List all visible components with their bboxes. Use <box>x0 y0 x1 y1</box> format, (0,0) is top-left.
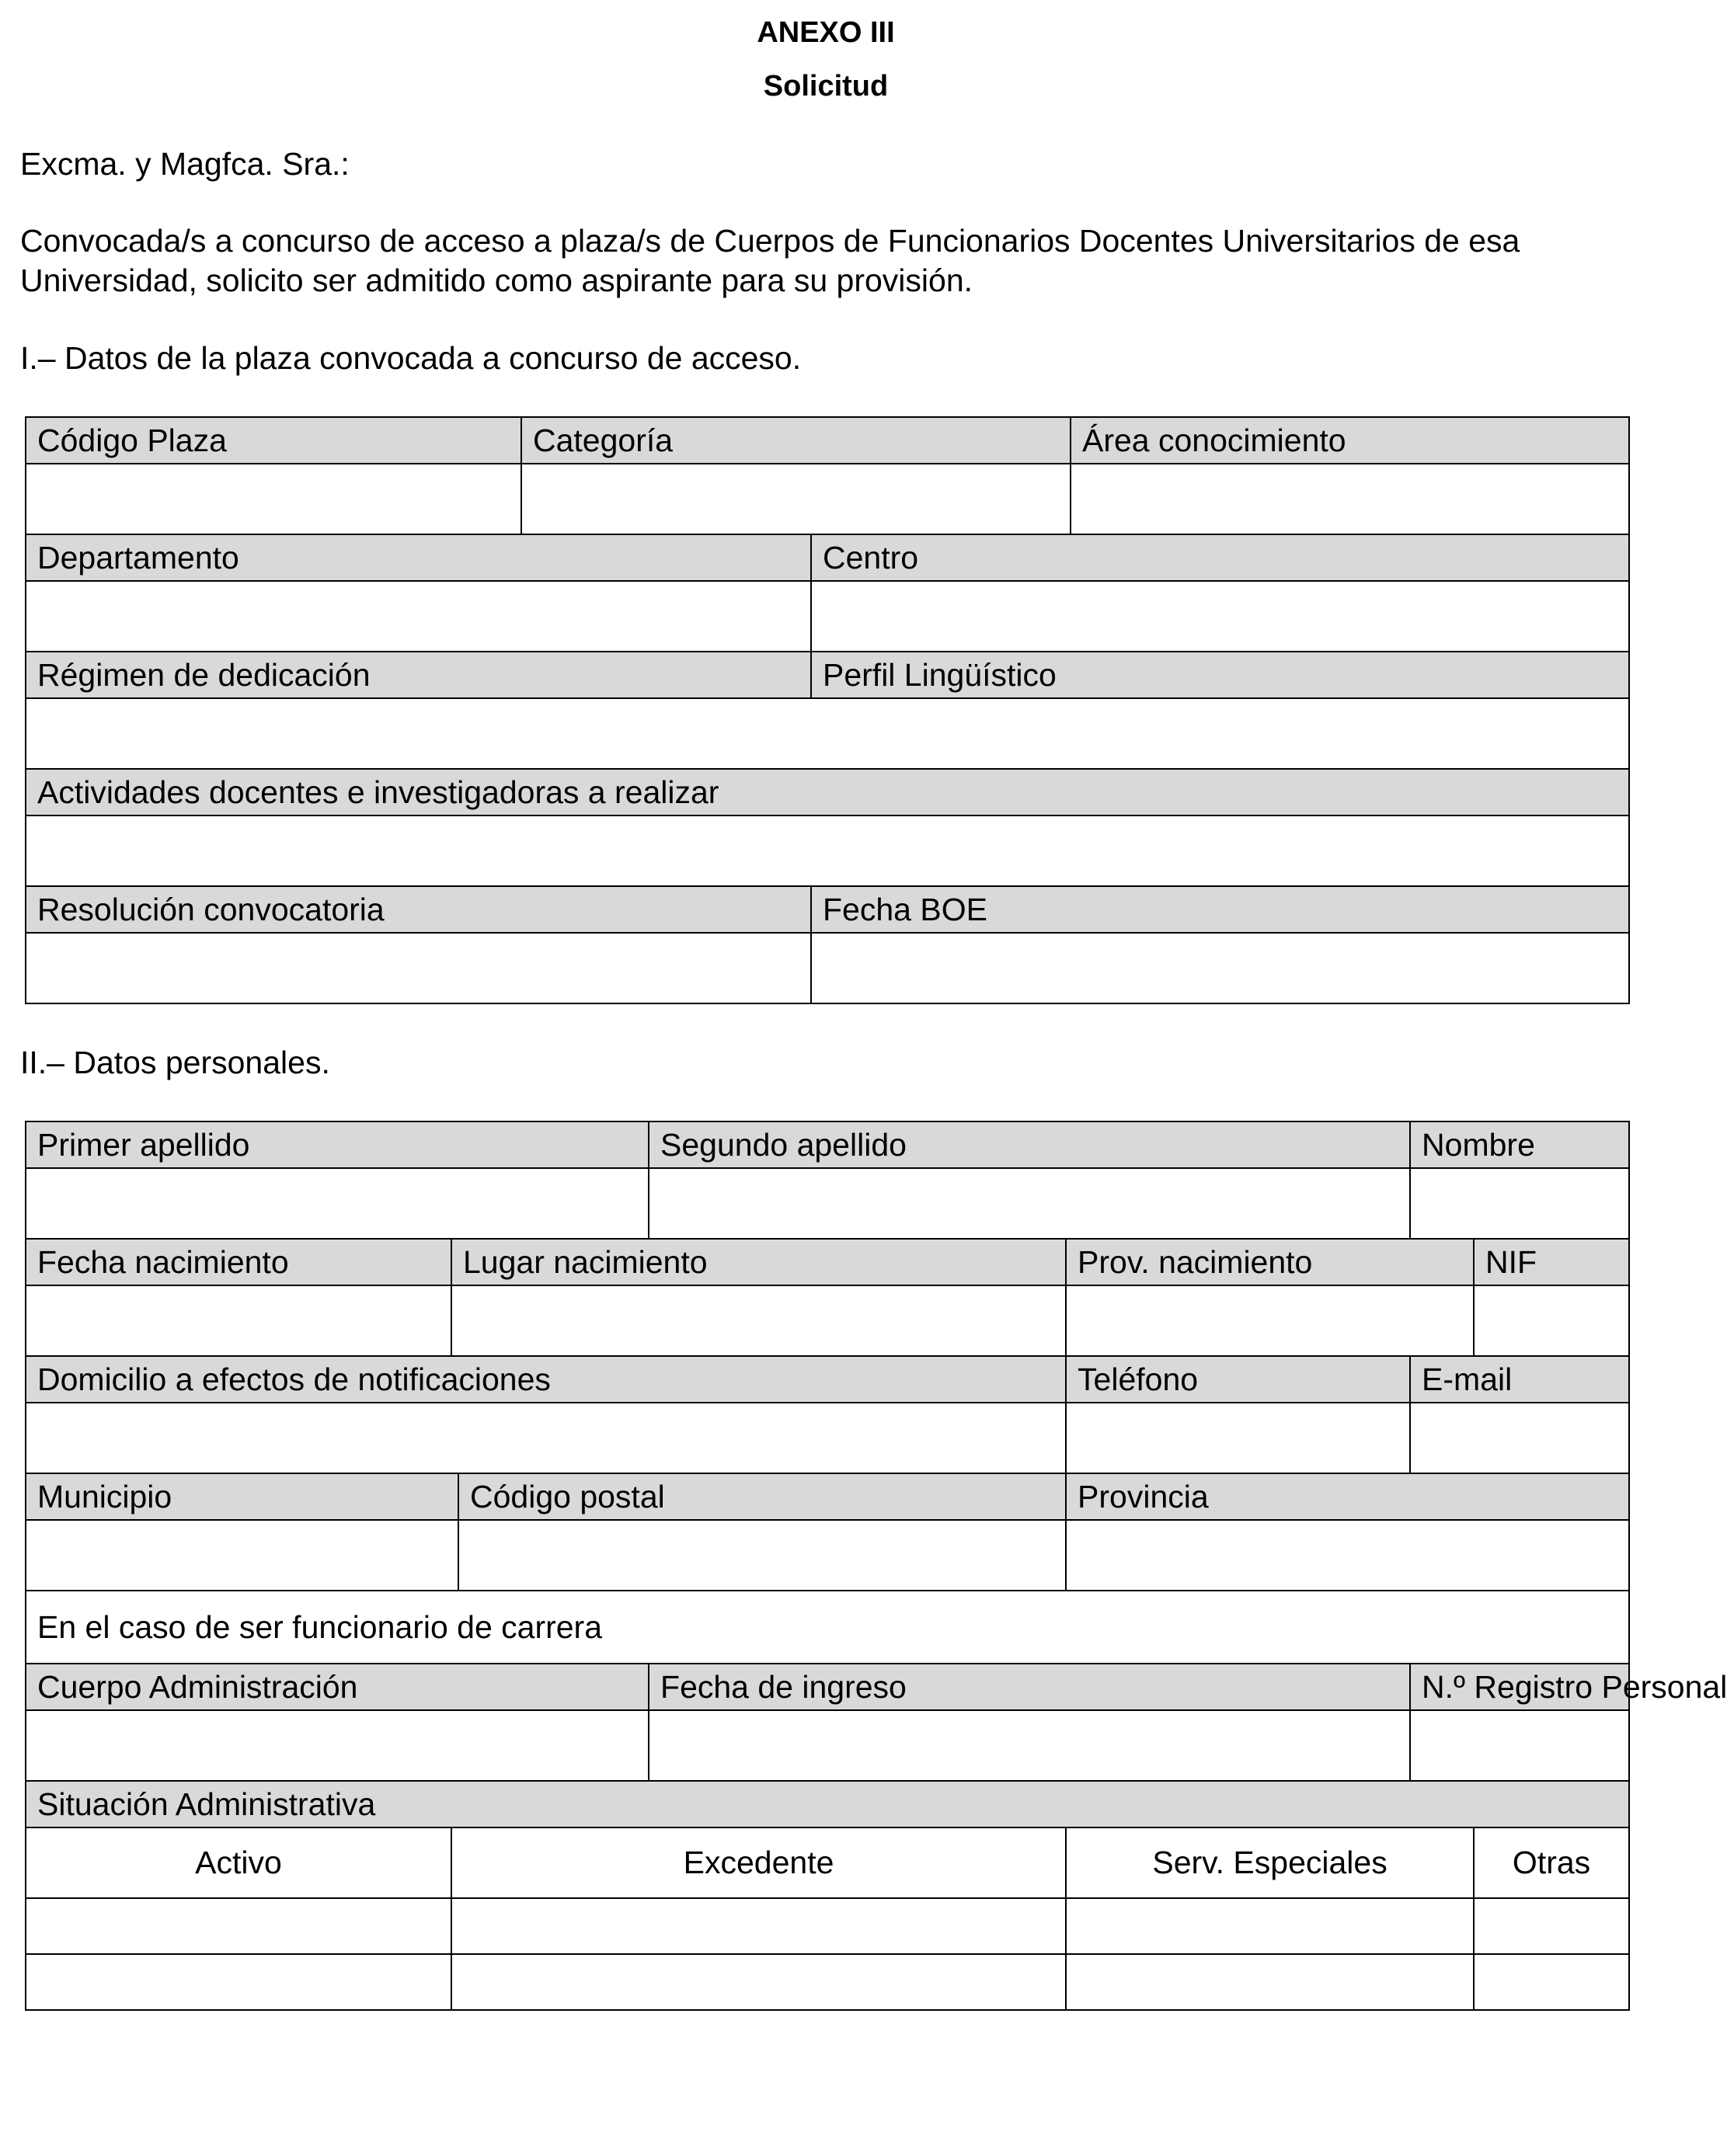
actividades-field[interactable] <box>26 815 1629 886</box>
nombre-field[interactable] <box>1410 1168 1629 1239</box>
actividades-label: Actividades docentes e investigadoras a realizar <box>26 769 1629 815</box>
salutation: Excma. y Magfca. Sra.: <box>20 146 350 182</box>
nif-label: NIF <box>1474 1239 1629 1285</box>
fecha-ingreso-label: Fecha de ingreso <box>649 1664 1410 1710</box>
situacion-option-otras: Otras <box>1474 1827 1629 1898</box>
nif-field[interactable] <box>1474 1285 1629 1356</box>
personal-data-table <box>25 1121 1727 2011</box>
section-1-heading: I.– Datos de la plaza convocada a concurso de acceso. <box>20 340 802 376</box>
email-field[interactable] <box>1410 1403 1629 1473</box>
area-conocimiento-label: Área conocimiento <box>1071 417 1629 464</box>
codigo-plaza-field[interactable] <box>26 464 521 534</box>
primer-apellido-label: Primer apellido <box>26 1121 649 1168</box>
categoria-field[interactable] <box>521 464 1071 534</box>
categoria-label: Categoría <box>521 417 1071 464</box>
document-title: ANEXO III <box>757 16 895 49</box>
plaza-data-table <box>25 416 1630 1004</box>
situacion-option-activo: Activo <box>26 1827 451 1898</box>
fecha-nacimiento-label: Fecha nacimiento <box>26 1239 451 1285</box>
telefono-label: Teléfono <box>1066 1356 1410 1403</box>
fecha-boe-label: Fecha BOE <box>811 886 1629 933</box>
registro-personal-field[interactable] <box>1410 1710 1629 1781</box>
prov-nacimiento-field[interactable] <box>1066 1285 1474 1356</box>
fecha-nacimiento-field[interactable] <box>26 1285 451 1356</box>
segundo-apellido-field[interactable] <box>649 1168 1410 1239</box>
prov-nacimiento-label: Prov. nacimiento <box>1066 1239 1474 1285</box>
registro-personal-label: N.º Registro Personal <box>1410 1664 1629 1710</box>
nombre-label: Nombre <box>1410 1121 1629 1168</box>
serv-especiales-field-2[interactable] <box>1066 1954 1474 2010</box>
activo-field-2[interactable] <box>26 1954 451 2010</box>
funcionario-note: En el caso de ser funcionario de carrera <box>26 1591 1629 1664</box>
resolucion-convocatoria-field[interactable] <box>26 933 811 1003</box>
telefono-field[interactable] <box>1066 1403 1410 1473</box>
excedente-field-2[interactable] <box>451 1954 1066 2010</box>
fecha-ingreso-field[interactable] <box>649 1710 1410 1781</box>
otras-field-1[interactable] <box>1474 1898 1629 1954</box>
municipio-field[interactable] <box>26 1520 458 1591</box>
lugar-nacimiento-label: Lugar nacimiento <box>451 1239 1066 1285</box>
centro-field[interactable] <box>811 581 1629 652</box>
serv-especiales-field-1[interactable] <box>1066 1898 1474 1954</box>
perfil-linguistico-label: Perfil Lingüístico <box>811 652 1629 698</box>
primer-apellido-field[interactable] <box>26 1168 649 1239</box>
cuerpo-administracion-label: Cuerpo Administración <box>26 1664 649 1710</box>
regimen-perfil-field[interactable] <box>26 698 1629 769</box>
codigo-plaza-label: Código Plaza <box>26 417 521 464</box>
situacion-administrativa-label: Situación Administrativa <box>26 1781 1629 1827</box>
situacion-option-excedente: Excedente <box>451 1827 1066 1898</box>
codigo-postal-field[interactable] <box>458 1520 1066 1591</box>
cuerpo-administracion-field[interactable] <box>26 1710 649 1781</box>
domicilio-label: Domicilio a efectos de notificaciones <box>26 1356 1066 1403</box>
otras-field-2[interactable] <box>1474 1954 1629 2010</box>
domicilio-field[interactable] <box>26 1403 1066 1473</box>
resolucion-convocatoria-label: Resolución convocatoria <box>26 886 811 933</box>
departamento-field[interactable] <box>26 581 811 652</box>
departamento-label: Departamento <box>26 534 811 581</box>
codigo-postal-label: Código postal <box>458 1473 1066 1520</box>
section-2-heading: II.– Datos personales. <box>20 1045 330 1080</box>
provincia-label: Provincia <box>1066 1473 1629 1520</box>
area-conocimiento-field[interactable] <box>1071 464 1629 534</box>
email-label: E-mail <box>1410 1356 1629 1403</box>
segundo-apellido-label: Segundo apellido <box>649 1121 1410 1168</box>
centro-label: Centro <box>811 534 1629 581</box>
intro-line-2: Universidad, solicito ser admitido como aspirante para su provisión. <box>20 263 973 298</box>
lugar-nacimiento-field[interactable] <box>451 1285 1066 1356</box>
fecha-boe-field[interactable] <box>811 933 1629 1003</box>
municipio-label: Municipio <box>26 1473 458 1520</box>
provincia-field[interactable] <box>1066 1520 1629 1591</box>
excedente-field-1[interactable] <box>451 1898 1066 1954</box>
regimen-dedicacion-label: Régimen de dedicación <box>26 652 811 698</box>
activo-field-1[interactable] <box>26 1898 451 1954</box>
situacion-option-serv-especiales: Serv. Especiales <box>1066 1827 1474 1898</box>
document-subtitle: Solicitud <box>763 70 889 103</box>
intro-line-1: Convocada/s a concurso de acceso a plaza/s de Cuerpos de Funcionarios Docentes Universitarios de esa <box>20 223 1520 259</box>
